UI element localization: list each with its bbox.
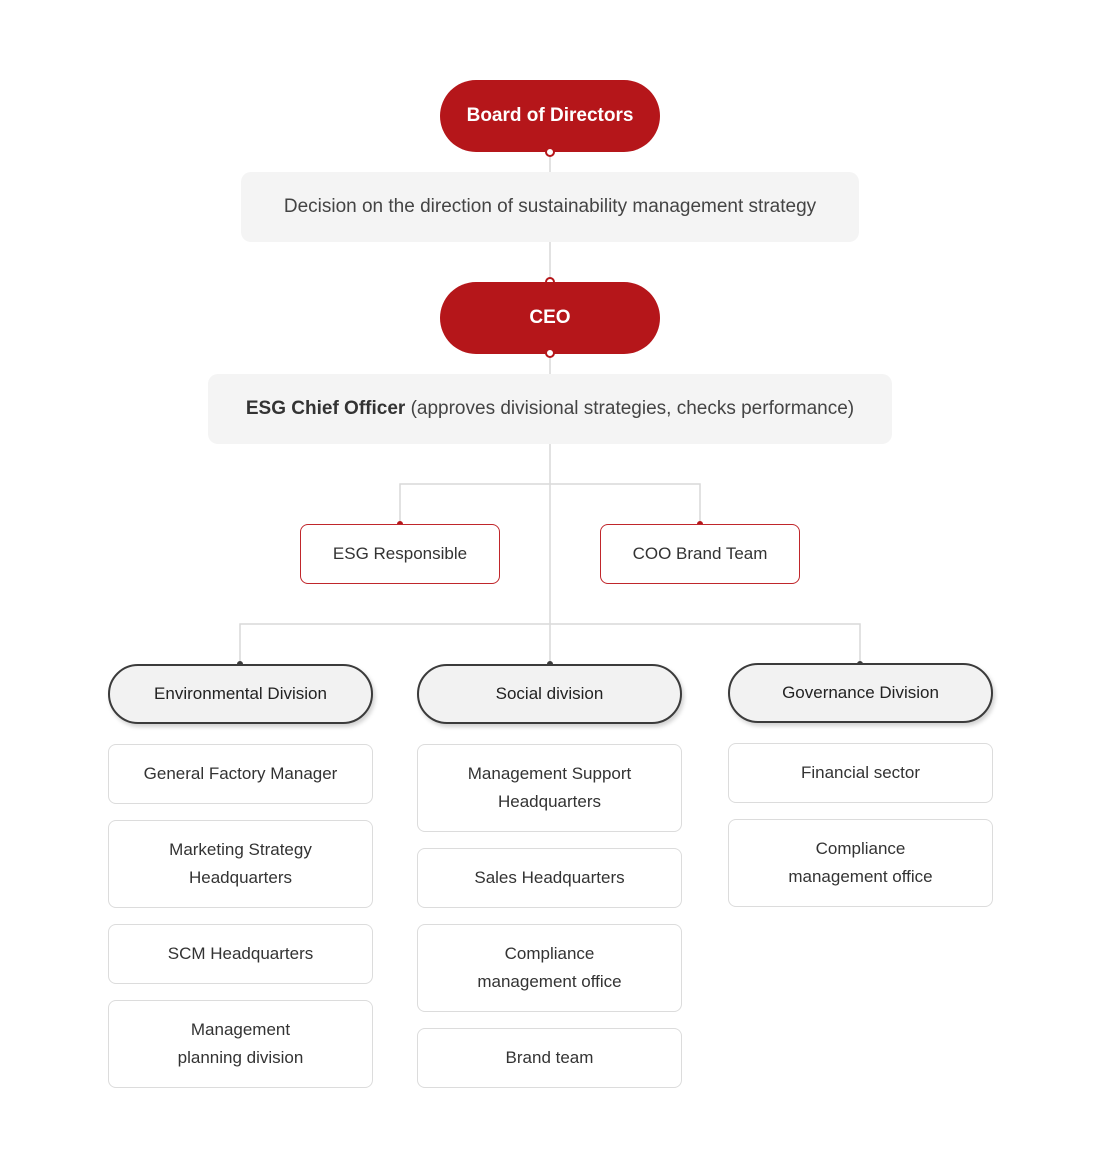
esg-responsible-node: ESG Responsible xyxy=(300,524,500,584)
gov-item-compliance-office: Compliance management office xyxy=(728,819,993,907)
social-item-brand-team: Brand team xyxy=(417,1028,682,1088)
social-item-management-support-hq: Management Support Headquarters xyxy=(417,744,682,832)
esg-chief-officer-box xyxy=(208,374,892,444)
esg-chief-desc: (approves divisional strategies, checks performance) xyxy=(405,398,855,419)
social-item-compliance-office: Compliance management office xyxy=(417,924,682,1012)
gov-item-financial-sector: Financial sector xyxy=(728,743,993,803)
env-item-general-factory-manager: General Factory Manager xyxy=(108,744,373,804)
env-item-scm-hq: SCM Headquarters xyxy=(108,924,373,984)
env-item-management-planning-division: Management planning division xyxy=(108,1000,373,1088)
ceo-label: CEO xyxy=(529,307,571,328)
board-of-directors-node xyxy=(440,80,660,152)
esg-chief-title: ESG Chief Officer xyxy=(245,398,406,419)
connector-dot xyxy=(545,147,555,157)
governance-division-node: Governance Division xyxy=(728,663,993,723)
connector-dot xyxy=(545,348,555,358)
board-description: Decision on the direction of sustainability management strategy xyxy=(241,172,859,242)
ceo-node xyxy=(440,282,660,354)
env-item-marketing-strategy-hq: Marketing Strategy Headquarters xyxy=(108,820,373,908)
social-item-sales-hq: Sales Headquarters xyxy=(417,848,682,908)
environmental-division-node: Environmental Division xyxy=(108,664,373,724)
social-division-node: Social division xyxy=(417,664,682,724)
coo-brand-team-node: COO Brand Team xyxy=(600,524,800,584)
board-label: Board of Directors xyxy=(466,105,634,126)
